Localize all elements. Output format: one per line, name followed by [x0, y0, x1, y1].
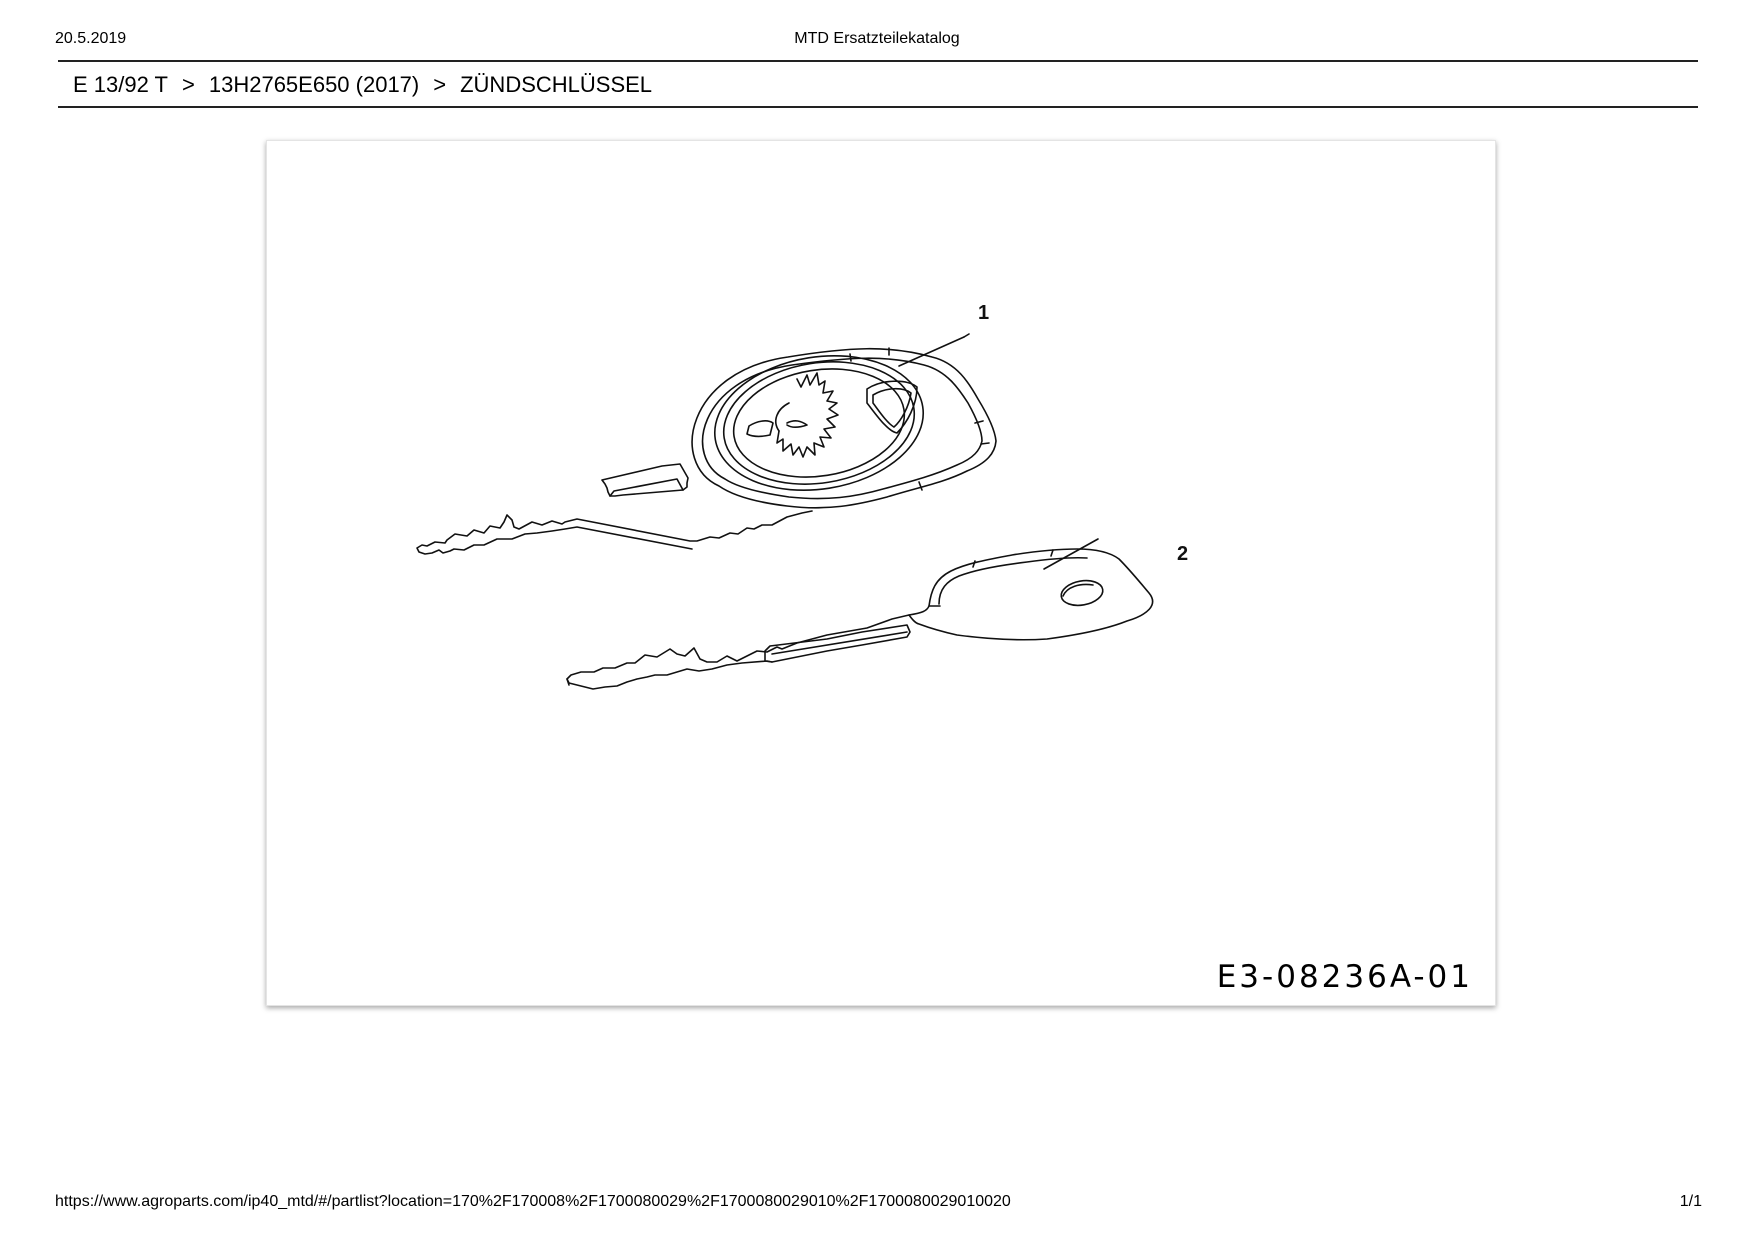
print-title: MTD Ersatzteilekatalog: [794, 30, 960, 47]
ignition-key-flat-head-icon[interactable]: [567, 539, 1153, 689]
breadcrumb-separator: >: [182, 72, 195, 97]
breadcrumb-separator: >: [433, 72, 447, 97]
callout-2[interactable]: 2: [1177, 543, 1189, 565]
breadcrumb-item-model[interactable]: E 13/92 T: [73, 72, 168, 97]
callout-1[interactable]: 1: [978, 302, 990, 324]
print-url: https://www.agroparts.com/ip40_mtd/#/partlist?location=170%2F170008%2F1700080029%2F1700080029010%2F1700080029010020: [55, 1193, 1011, 1210]
drawing-code: E3-08236A-01: [1216, 959, 1473, 995]
page-number: 1/1: [1679, 1193, 1702, 1210]
exploded-view-figure[interactable]: [266, 140, 1496, 1006]
header-rule-top: [58, 60, 1698, 62]
breadcrumb-item-current: ZÜNDSCHLÜSSEL: [460, 72, 653, 97]
breadcrumb: [73, 72, 652, 98]
breadcrumb-item-serial[interactable]: 13H2765E650 (2017): [208, 72, 420, 97]
print-date: 20.5.2019: [55, 30, 127, 47]
header-rule-bottom: [58, 106, 1698, 108]
ignition-key-round-head-icon[interactable]: [417, 334, 996, 554]
